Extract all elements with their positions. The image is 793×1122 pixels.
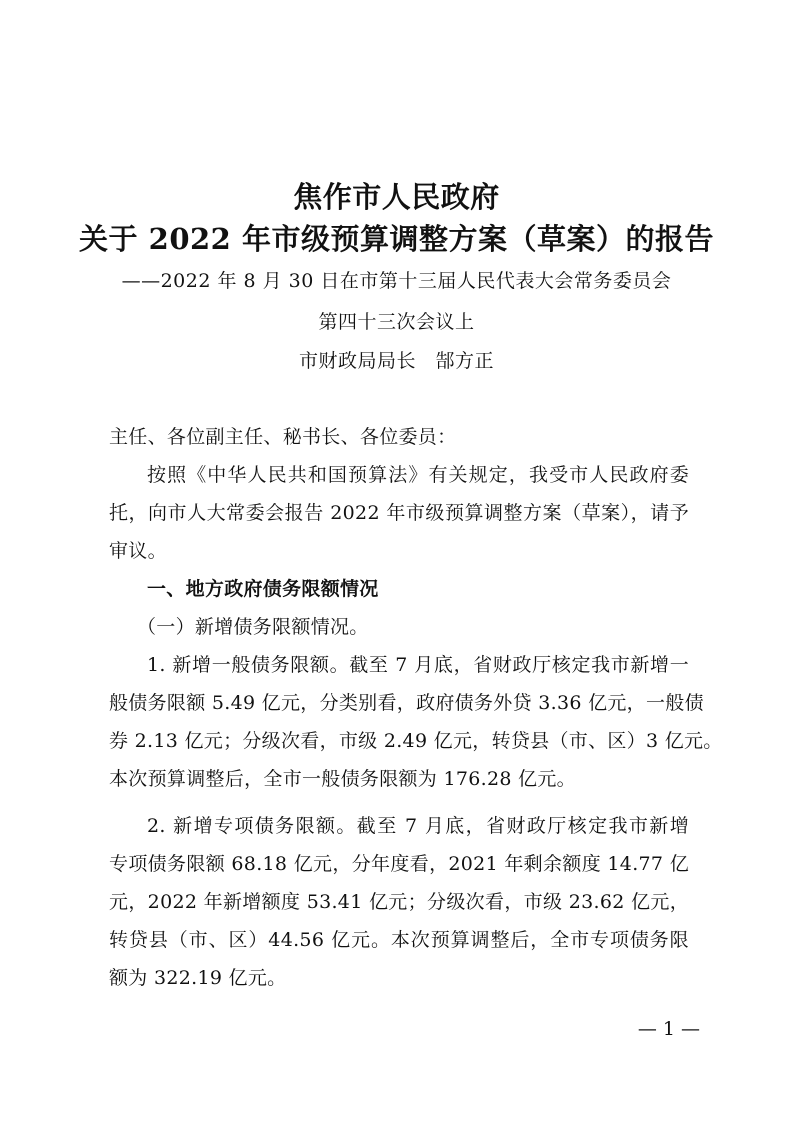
item2-line-5: 额为 322.19 亿元。 [109,967,287,989]
section-heading-1: 一、地方政府债务限额情况 [147,578,379,600]
item2-line-4: 转贷县（市、区）44.56 亿元。本次预算调整后，全市专项债务限 [109,929,689,951]
salutation: 主任、各位副主任、秘书长、各位委员： [109,426,457,448]
item2-line-3: 元，2022 年新增额度 53.41 亿元；分级次看，市级 23.62 亿元， [109,891,689,913]
item1-line-3: 券 2.13 亿元；分级次看，市级 2.49 亿元，转贷县（市、区）3 亿元。 [109,730,723,752]
subtitle-meeting-line1: ——2022 年 8 月 30 日在市第十三届人民代表大会常务委员会 [121,270,672,292]
intro-line-2: 托，向市人大常委会报告 2022 年市级预算调整方案（草案），请予 [109,502,689,524]
intro-line-1: 按照《中华人民共和国预算法》有关规定，我受市人民政府委 [147,464,689,486]
item1-line-4: 本次预算调整后，全市一般债务限额为 176.28 亿元。 [109,768,576,790]
intro-line-3: 审议。 [109,540,167,562]
item2-line-1: 2. 新增专项债务限额。截至 7 月底，省财政厅核定我市新增 [147,815,689,837]
item2-line-2: 专项债务限额 68.18 亿元，分年度看，2021 年剩余额度 14.77 亿 [109,853,689,875]
document-title-line2: 关于 2022 年市级预算调整方案（草案）的报告 [79,222,714,256]
page-number: — 1 — [637,1018,700,1040]
subtitle-meeting-line2: 第四十三次会议上 [318,311,475,333]
item1-line-2: 般债务限额 5.49 亿元，分类别看，政府债务外贷 3.36 亿元，一般债 [109,692,704,714]
document-title-line1: 焦作市人民政府 [293,180,500,214]
subtitle-author: 市财政局局长 郜方正 [298,350,494,372]
item1-line-1: 1. 新增一般债务限额。截至 7 月底，省财政厅核定我市新增一 [147,654,689,676]
subsection-heading-1: （一）新增债务限额情况。 [137,616,369,638]
